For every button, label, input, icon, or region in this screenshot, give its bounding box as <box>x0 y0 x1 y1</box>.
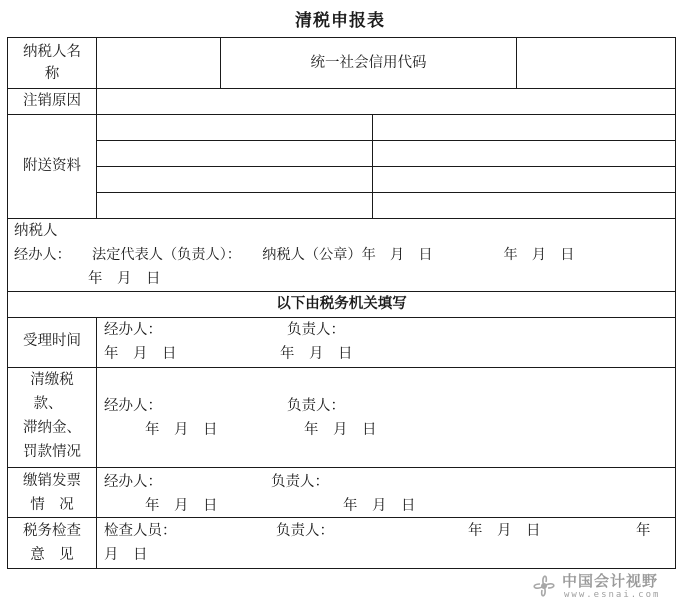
attachment-field[interactable] <box>97 141 371 166</box>
attachment-field[interactable] <box>373 141 674 166</box>
row-divider <box>7 467 676 468</box>
acceptance-label: 受理时间 <box>23 333 81 349</box>
cancel-reason-label: 注销原因 <box>23 93 81 109</box>
row-divider <box>7 317 676 318</box>
invoice-label-2: 情 况 <box>30 497 74 513</box>
attachment-field[interactable] <box>373 115 674 140</box>
row-divider <box>7 517 676 518</box>
acceptance-date-right: 年 月 日 <box>280 346 353 362</box>
clearance-responsible-label: 负责人： <box>287 398 345 414</box>
signature-date: 年 月 日 <box>88 271 161 287</box>
attachment-field[interactable] <box>373 167 674 192</box>
watermark <box>528 568 678 604</box>
section-header: 以下由税务机关填写 <box>276 296 407 312</box>
clearance-label-4: 罚款情况 <box>23 444 81 460</box>
invoice-label-1: 缴销发票 <box>23 473 81 489</box>
attachments-label: 附送资料 <box>23 158 81 174</box>
label-column-divider <box>96 317 97 569</box>
inspection-date: 年 月 日 <box>468 523 541 539</box>
watermark-name: 中国会计视野 <box>562 572 659 590</box>
acceptance-date-left: 年 月 日 <box>104 346 177 362</box>
inspection-label-1: 税务检查 <box>23 523 81 539</box>
taxpayer-name-field[interactable] <box>97 40 219 87</box>
row-divider <box>7 291 676 292</box>
flower-logo-icon <box>528 570 560 602</box>
row-divider <box>7 367 676 368</box>
clearance-label-1: 清缴税 <box>30 372 74 388</box>
form-title: 清税申报表 <box>295 11 385 31</box>
signature-taxpayer-label: 纳税人 <box>14 223 58 239</box>
clearance-label-2: 款、 <box>33 396 63 412</box>
table-border-top <box>7 37 676 38</box>
invoice-responsible-label: 负责人： <box>271 474 329 490</box>
signature-line: 经办人： 法定代表人（负责人）： 纳税人（公章）年 月 日 年 月 日 <box>14 247 575 263</box>
taxpayer-name-label-2: 称 <box>44 66 60 82</box>
attachment-field[interactable] <box>97 167 371 192</box>
clearance-handler-label: 经办人： <box>104 398 162 414</box>
taxpayer-name-label-1: 纳税人名 <box>23 44 81 60</box>
invoice-handler-label: 经办人： <box>104 474 162 490</box>
table-border-right <box>675 37 676 569</box>
attachment-field[interactable] <box>373 193 674 218</box>
clearance-label-3: 滞纳金、 <box>23 420 81 436</box>
clearance-date-left: 年 月 日 <box>145 422 218 438</box>
inspection-month-day: 月 日 <box>104 547 148 563</box>
credit-code-label: 统一社会信用代码 <box>310 55 427 71</box>
invoice-date-left: 年 月 日 <box>145 498 218 514</box>
watermark-url: www.esnai.com <box>564 590 661 600</box>
cancel-reason-field[interactable] <box>97 90 674 113</box>
inspection-responsible-label: 负责人： <box>276 523 334 539</box>
attachment-field[interactable] <box>97 115 371 140</box>
inspection-year: 年 <box>636 523 651 539</box>
acceptance-handler-label: 经办人： <box>104 322 162 338</box>
inspection-inspector-label: 检查人员： <box>104 523 177 539</box>
acceptance-responsible-label: 负责人： <box>287 322 345 338</box>
attachment-field[interactable] <box>97 193 371 218</box>
credit-code-field[interactable] <box>517 40 674 87</box>
row-divider <box>7 88 676 89</box>
invoice-date-right: 年 月 日 <box>343 498 416 514</box>
inspection-label-2: 意 见 <box>30 547 74 563</box>
clearance-date-right: 年 月 日 <box>304 422 377 438</box>
row-divider <box>7 218 676 219</box>
